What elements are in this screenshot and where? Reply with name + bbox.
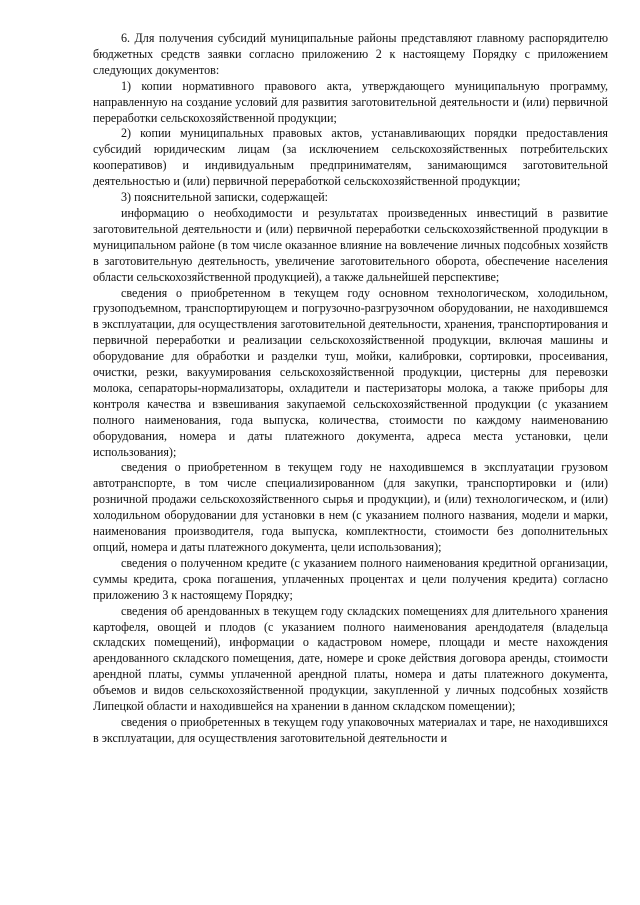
paragraph-investment-info: информацию о необходимости и результатах произведенных инвестиций в развитие заготовительной деятельности и (или) первичной переработки сельскохозяйственной продукции в муниципальном районе (в том числе оказанное влияние на вовлечение личных подсобных хозяйств в заготовительную деятельность, увеличение заготовительного оборота, обеспечение населения области сельскохозяйственной продукцией), а также дальнейшей перспективе; — [93, 205, 608, 284]
paragraph-subitem-2: 2) копии муниципальных правовых актов, устанавливающих порядки предоставления субсидий юридическим лицам (за исключением сельскохозяйственных потребительских кооперативов) и индивидуальным предпринимателям, занимающимся заготовительной деятельностью и (или) первичной переработкой сельскохозяйственной продукции; — [93, 126, 608, 189]
paragraph-packaging-info: сведения о приобретенных в текущем году упаковочных материалах и таре, не находившихся в эксплуатации, для осуществления заготовительной деятельности и — [93, 714, 608, 745]
document-page — [93, 31, 608, 747]
paragraph-equipment-info: сведения о приобретенном в текущем году основном технологическом, холодильном, грузоподъемном, транспортирующем и погрузочно-разгрузочном оборудовании, не находившемся в эксплуатации, для осуществления заготовительной деятельности, хранения, транспортирования и первичной переработки и реализации сельскохозяйственной продукции, включая машины и оборудование для обработки и разделки туш, мойки, калибровки, сортировки, просеивания, очистки, резки, вакуумирования сельскохозяйственной продукции, цистерны для перевозки молока, сепараторы-нормализаторы, охладители и пастеризаторы молока, а также приборы для контроля качества и взвешивания закупаемой сельскохозяйственной продукции (с указанием полного наименования, года выпуска, количества, стоимости по каждому наименованию оборудования, номера и даты платежного документа, адреса места установки, цели использования); — [93, 285, 608, 459]
paragraph-credit-info: сведения о полученном кредите (с указанием полного наименования кредитной организации, суммы кредита, срока погашения, уплаченных процентах и цели получения кредита) согласно приложению 3 к настоящему Порядку; — [93, 555, 608, 602]
paragraph-subitem-1: 1) копии нормативного правового акта, утверждающего муниципальную программу, направленную на создание условий для развития заготовительной деятельности и (или) первичной переработки сельскохозяйственной продукции; — [93, 78, 608, 125]
paragraph-warehouse-info: сведения об арендованных в текущем году складских помещениях для длительного хранения картофеля, овощей и плодов (с указанием полного наименования арендодателя (владельца складских помещений), информации о кадастровом номере, площади и месте нахождения арендованного складского помещения, дате, номере и сроке действия договора аренды, стоимости арендной платы, суммы уплаченной арендной платы, номера и даты платежного документа, объемов и видов сельскохозяйственной продукции, закупленной у личных подсобных хозяйств Липецкой области и находившейся на хранении в данном складском помещении); — [93, 603, 608, 714]
paragraph-subitem-3: 3) пояснительной записки, содержащей: — [121, 190, 329, 205]
paragraph-vehicle-info: сведения о приобретенном в текущем году не находившемся в эксплуатации грузовом автотранспорте, в том числе специализированном (для закупки, транспортировки и (или) розничной продажи сельскохозяйственного сырья и продукции), и (или) технологическом, и (или) холодильном оборудовании для установки в нем (с указанием полного названия, модели и марки, наименования производителя, года выпуска, комплектности, стоимости без дополнительных опций, номера и даты платежного документа, цели использования); — [93, 460, 608, 554]
paragraph-item-6: 6. Для получения субсидий муниципальные районы представляют главному распорядителю бюджетных средств заявки согласно приложению 2 к настоящему Порядку с приложением следующих документов: — [93, 31, 608, 77]
